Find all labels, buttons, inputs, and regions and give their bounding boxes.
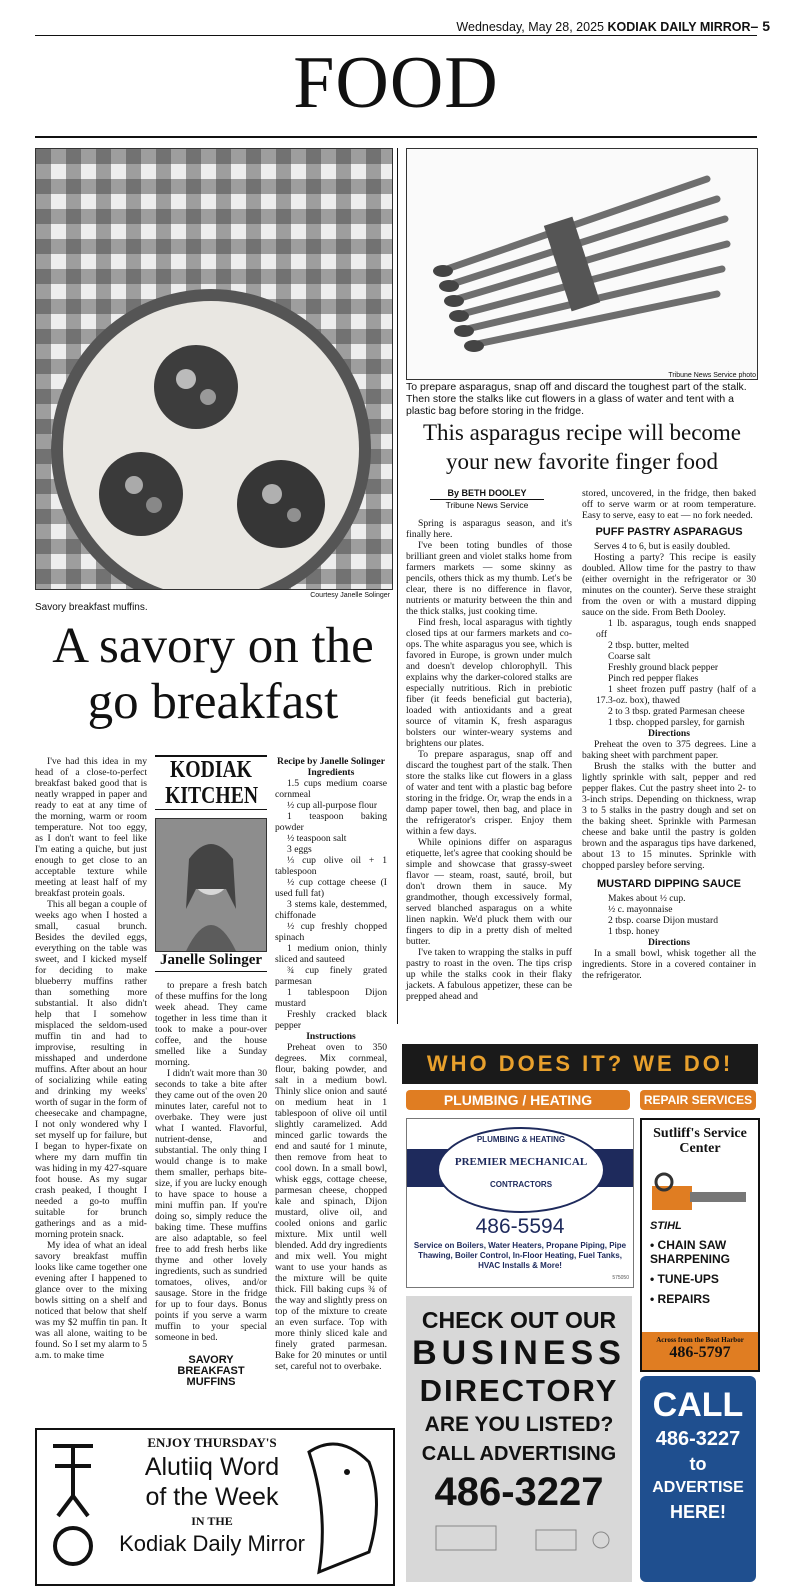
alutiiq-line: Alutiiq Word (144, 1453, 280, 1481)
muffin-caption: Savory breakfast muffins. (35, 602, 148, 613)
asparagus-byline-block (412, 488, 562, 510)
plumbing-heating-tab: PLUMBING / HEATING (406, 1090, 630, 1110)
ingredient: Pinch red pepper flakes (608, 673, 699, 684)
mustard-sauce-title: MUSTARD DIPPING SAUCE (596, 878, 742, 890)
ingredient: 3 stems kale, destemmed, chiffonade (275, 899, 387, 921)
paragraph: I didn't wait more than 30 seconds to take a bite after they came out of the oven 20 minutes later, careful not to overbake. They were just what I wanted. Flavorful, nutrient-dense, and substantial. The only thing I would change is to make them smaller, perhaps bite-size, if you are lucky enough to have space to house a mini muffin pan. If you're doing so, simply reduce the baking time. These muffins are also adaptable, so feel free to add fresh herbs like thyme and other lovely ingredients, such as sundried tomatoes, olives, and/or sausage. Store in the fridge for up to four days. Bonus points if you serve a warm muffin to your special someone in bed. (155, 1068, 267, 1343)
puff-pastry-title: PUFF PASTRY ASPARAGUS (595, 526, 743, 538)
asparagus-body-col2 (582, 488, 756, 981)
sutliff-location: Across from the Boat Harbor (656, 1336, 744, 1344)
ingredient: ⅓ cup olive oil + 1 tablespoon (275, 855, 387, 877)
kodiak-kitchen-column-logo (155, 755, 267, 810)
directory-line: BUSINESS (412, 1334, 626, 1372)
chainsaw-icon (642, 1156, 754, 1226)
column-logo-line: KODIAK (169, 757, 252, 783)
ingredient: 1 medium onion, thinly sliced and sauteed (275, 943, 387, 965)
muffin-body-col1 (35, 756, 147, 1361)
asparagus-photo (406, 148, 758, 380)
masthead (456, 18, 770, 34)
repair-services-tab: REPAIR SERVICES (640, 1090, 756, 1110)
alutiiq-line: ENJOY THURSDAY'S (147, 1435, 277, 1450)
stihl-brand: STIHL (650, 1220, 682, 1232)
office-desk-icon (406, 1516, 632, 1560)
ingredient: 2 tbsp. butter, melted (608, 640, 689, 651)
paragraph: In a small bowl, whisk together all the ingredients. Store in a covered container in the refrigerator. (582, 948, 756, 981)
call-line: CALL (652, 1386, 744, 1424)
masthead-rule (35, 35, 757, 36)
byline: By BETH DOOLEY (430, 488, 544, 500)
ingredient: 2 to 3 tbsp. grated Parmesan cheese (608, 706, 745, 717)
ingredient: 1.5 cups medium coarse cornmeal (275, 778, 387, 800)
paper-name: KODIAK DAILY MIRROR (607, 20, 751, 34)
ingredient: 1 lb. asparagus, tough ends snapped off (596, 618, 756, 640)
call-line: 486-3227 (655, 1428, 741, 1450)
column-logo-line: KITCHEN (165, 783, 259, 809)
premier-ad-code: 575050 (612, 1275, 629, 1281)
ring-top-text: PLUMBING & HEATING (476, 1135, 566, 1144)
call-line: ADVERTISE (652, 1479, 744, 1496)
ingredient: ½ cup all-purpose flour (287, 800, 378, 811)
alutiiq-word-ad[interactable] (35, 1428, 395, 1586)
muffin-headline: A savory on the go breakfast (52, 618, 374, 730)
author-photo (155, 818, 267, 952)
muffin-icon (99, 452, 183, 536)
ingredient: Makes about ½ cup. (608, 893, 686, 904)
column-divider (397, 148, 398, 1024)
paragraph: This all began a couple of weeks ago when I hosted a small, casual brunch. Besides the deviled eggs, everything on the table was sweet, and I kicked myself for deciding to make blueberry muffins rather than something more substantial. It also didn't help that I somehow misplaced the seldom-used muffin tin and had to improvise, resulting in misshaped and underdone muffins. After about an hour of socializing while eating and drinking my weeks' worth of sugar in the form of cheesecake and champagne, I not only wondered why I set myself up for failure, but I began to hyper-fixate on where my darn muffin tin was hiding in my 427-square foot house. As my sugar crash peaked, I thought I needed a go-to muffin suitable for brunch gatherings and as a mid-morning protein snack. (35, 899, 147, 1240)
paragraph: I've had this idea in my head of a close-to-perfect breakfast baked good that is neatly wrapped in paper and ready to eat at any time of the morning, warm or room temperature. Not too eggy, as I don't want to feel like I'm eating a quiche, but just enough to get close to an acceptable texture while meeting at least half of my breakfast protein goals. (35, 756, 147, 899)
paragraph: I've taken to wrapping the stalks in puff pastry to roast in the oven. The tips crisp up while the stalks cook in their flaky jackets. A fabulous appetizer, these can be prepped ahead and (406, 947, 572, 1002)
paragraph: stored, uncovered, in the fridge, then baked off to serve warm or at room temperature. Easy to serve, easy to eat — no fork needed. (582, 488, 756, 521)
ingredients-heading: Ingredients (307, 767, 355, 778)
paragraph: To prepare asparagus, snap off and discard the toughest part of the stalk. Then store the stalks like cut flowers in a glass of water and tent with a plastic bag before storing in the fridge. Or, wrap the ends in a damp paper towel, then bag, and place in the refrigerator's crisper. Enjoy them within a few days. (406, 749, 572, 837)
ingredient: 1 tbsp. chopped parsley, for garnish (608, 717, 745, 728)
sutliff-service-item: • REPAIRS (650, 1292, 710, 1306)
sutliff-phone: 486-5797 (669, 1344, 731, 1361)
directions-heading: Directions (648, 937, 690, 948)
ingredient: Freshly ground black pepper (608, 662, 719, 673)
ingredient: 3 eggs (287, 844, 312, 855)
ingredient: ½ c. mayonnaise (608, 904, 673, 915)
sutliff-service-item: • CHAIN SAW SHARPENING (650, 1238, 731, 1266)
ingredient: 1 teaspoon baking powder (275, 811, 387, 833)
paragraph: Hosting a party? This recipe is easily doubled. Allow time for the pastry to thaw (either overnight in the refrigerator or 30 minutes on the counter). Serve these straight from the oven or with a mustard dipping sauce on the side. From Beth Dooley. (582, 552, 756, 618)
issue-date: Wednesday, May 28, 2025 (456, 20, 604, 34)
ingredient: ¾ cup finely grated parmesan (275, 965, 387, 987)
directory-line: ARE YOU LISTED? (424, 1413, 614, 1436)
muffin-icon (154, 345, 238, 429)
alutiiq-line: Kodiak Daily Mirror (119, 1531, 305, 1556)
alutiiq-line: IN THE (191, 1514, 233, 1528)
premier-name: PREMIER MECHANICAL (454, 1156, 588, 1168)
paragraph: Find fresh, local asparagus with tightly closed tips at our farmers markets and co-ops. The white asparagus you see, which is favored in Europe, is grown under mulch and doesn't develop chlorophyll. This explains why the darker-colored stalks are especially nutritious. Rich in prebiotic fiber (it feeds beneficial gut bacteria), loaded with antioxidants and a great source of vitamin K, fresh asparagus bolsters our winter-weary systems and brightens our plates. (406, 617, 572, 749)
ingredient: Coarse salt (608, 651, 651, 662)
paragraph: Spring is asparagus season, and it's finally here. (406, 518, 572, 540)
instructions-text: Preheat oven to 350 degrees. Mix cornmeal, flour, baking powder, and salt in a medium bowl. Thinly slice onion and sauté on medium heat in 1 tablespoon of olive oil until slightly caramelized. Add minced garlic towards the end and sauté for 1 minute, then remove from heat to cool down. In a small bowl, whisk eggs, cottage cheese, parmesan cheese, chopped kale and spinach, Dijon mustard, olive oil, and cooled onions and garlic mixture. Mix until well blended. Add dry ingredients and mix well. You might want to use your hands as the mixture will be quite thick. Fill baking cups ¾ of the way and slightly press on top of the mixture to create an even surface. Top with more thinly sliced kale and finely grated parmesan. Bake for 20 minutes or until set, careful not to overbake. (275, 1042, 387, 1372)
alutiiq-text (97, 1434, 327, 1558)
ingredient: 1 tablespoon Dijon mustard (275, 987, 387, 1009)
sutliff-footer (642, 1332, 758, 1370)
asparagus-illustration (407, 149, 757, 379)
call-to-advertise-ad[interactable] (640, 1376, 756, 1582)
ingredient: ½ cup cottage cheese (I used full fat) (275, 877, 387, 899)
call-line: HERE! (669, 1502, 726, 1522)
paragraph: Serves 4 to 6, but is easily doubled. (594, 541, 731, 552)
ingredient: Freshly cracked black pepper (275, 1009, 387, 1031)
asparagus-caption: To prepare asparagus, snap off and discard the toughest part of the stalk. Then store the stalks like cut flowers in a glass of water and tent with a plastic bag before storing in the fridge. (406, 381, 747, 417)
ingredient: 1 sheet frozen puff pastry (half of a 17.3-oz. box), thawed (596, 684, 756, 706)
section-title: FOOD (293, 42, 499, 124)
asparagus-body-col1 (406, 518, 572, 1002)
muffin-photo-credit: Courtesy Janelle Solinger (310, 592, 390, 599)
muffin-recipe (275, 756, 387, 1372)
premier-mechanical-ad[interactable] (406, 1118, 634, 1288)
paragraph: Preheat the oven to 375 degrees. Line a baking sheet with parchment paper. (582, 739, 756, 761)
paragraph: I've been toting bundles of those brilliant green and violet stalks home from farmers markets — some skinny as pencils, others thick as my thumb. Let's be clear, there is no difference in flavor, nutrients or maturity between the thin and the thick stalks, just cooking time. (406, 540, 572, 617)
directory-line: CALL ADVERTISING (421, 1443, 617, 1465)
recipe-title: SAVORY BREAKFAST MUFFINS (177, 1354, 245, 1388)
ingredient: 1 tbsp. honey (608, 926, 660, 937)
directory-line: DIRECTORY (419, 1373, 619, 1408)
directory-line: CHECK OUT OUR (421, 1307, 617, 1333)
business-directory-ad[interactable] (406, 1296, 632, 1582)
muffin-photo (35, 148, 393, 590)
ingredient: ½ cup freshly chopped spinach (275, 921, 387, 943)
section-rule (35, 136, 757, 138)
petroglyph-icon (43, 1436, 103, 1576)
paragraph: Brush the stalks with the butter and lightly sprinkle with salt, pepper and red pepper flakes. Cut the pastry sheet into 2- to 3-inch strips. Depending on thickness, wrap 3 to 5 stalks in the pastry dough and set on the baking sheet. Sprinkle with Parmesan cheese and bake until the pastry is golden brown and the asparagus tips have darkened, about 13 to 15 minutes. Sprinkle with chopped parsley before serving. (582, 761, 756, 871)
premier-services: Service on Boilers, Water Heaters, Propane Piping, Pipe Thawing, Boiler Control, In-Floor Heating, Fuel Tanks, HVAC Installs & More! (413, 1241, 627, 1270)
paragraph: While opinions differ on asparagus etiquette, let's agree that cooking should be simple and showcase that grassy-sweet flavor — steam, roast, sauté, broil, but don't drown them in sauce. My grandmother, though excessively formal, served blanched asparagus on a white linen napkin. We'd pluck them with our fingers to dip in a pretty dish of melted butter. (406, 837, 572, 947)
instructions-heading: Instructions (306, 1031, 356, 1042)
muffin-body-col2 (155, 980, 267, 1391)
muffin-icon (237, 460, 325, 548)
author-portrait-icon (156, 819, 266, 951)
recipe-byline: Recipe by Janelle Solinger (277, 756, 385, 767)
paragraph: to prepare a fresh batch of these muffins for the long week ahead. They came together in less time than it took to make a pour-over coffee, and the house smelled like a Sunday morning. (155, 980, 267, 1068)
muffin-plate-illustration (36, 149, 392, 589)
asparagus-headline: This asparagus recipe will become your new favorite finger food (422, 420, 742, 474)
ingredient: ½ teaspoon salt (287, 833, 347, 844)
directory-phone: 486-3227 (434, 1470, 604, 1514)
premier-logo-ring (437, 1127, 605, 1213)
ring-bottom-text: CONTRACTORS (489, 1180, 553, 1189)
author-name: Janelle Solinger (155, 952, 267, 972)
directions-heading: Directions (648, 728, 690, 739)
sutliff-service-center-ad[interactable] (640, 1118, 760, 1372)
asparagus-photo-credit: Tribune News Service photo (668, 372, 756, 379)
alutiiq-line: of the Week (145, 1483, 279, 1511)
agency: Tribune News Service (445, 500, 529, 510)
ingredient: 2 tbsp. coarse Dijon mustard (608, 915, 719, 926)
who-does-it-banner: WHO DOES IT? WE DO! (402, 1044, 758, 1084)
premier-phone: 486-5594 (475, 1215, 565, 1238)
sutliff-service-item: • TUNE-UPS (650, 1272, 719, 1286)
sutliff-name: Sutliff's Service Center (653, 1126, 747, 1156)
paragraph: My idea of what an ideal savory breakfast muffin looks like came together one evening after I happened to glance over to the mixing bowls sitting on a shelf and noticed that below that shelf was my $2 muffin tin pan. It was all alone, waiting to be found. So I set my alarm to 5 a.m. to make time (35, 1240, 147, 1361)
call-line: to (689, 1454, 707, 1474)
page-number: – 5 (750, 18, 770, 34)
